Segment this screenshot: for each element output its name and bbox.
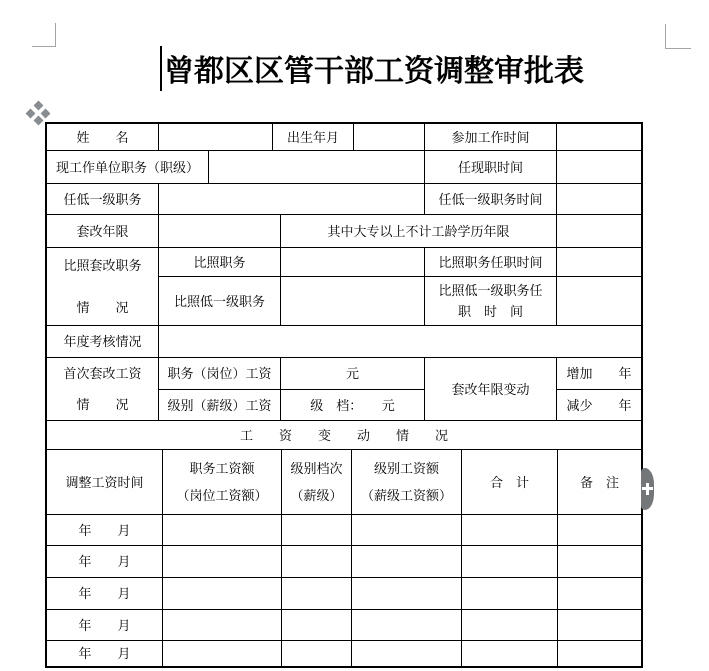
compare-post-time-value-cell[interactable] (557, 248, 641, 277)
data-row-post-wage-cell[interactable] (163, 641, 282, 666)
current-post-time-value-cell[interactable] (557, 151, 641, 184)
col-header-adjust-time: 调整工资时间 (47, 450, 163, 515)
unit-post-label-cell: 现工作单位职务（职级） (47, 151, 209, 184)
current-post-time-label-cell: 任现职时间 (425, 151, 557, 184)
lower-post-time-value-cell[interactable] (557, 184, 641, 215)
data-row-post-wage-cell[interactable] (163, 578, 282, 610)
data-row-grade-wage-cell[interactable] (352, 641, 462, 666)
compare-lower-value-cell[interactable] (281, 277, 425, 326)
compare-lower-time-label-cell: 比照低一级职务任 职 时 间 (425, 277, 557, 326)
page-corner-mark-top-right (665, 24, 691, 49)
edu-years-label-cell: 其中大专以上不计工龄学历年限 (281, 215, 557, 248)
reform-change-label-cell: 套改年限变动 (425, 358, 557, 421)
compare-post-value-cell[interactable] (281, 248, 425, 277)
compare-lower-label-cell: 比照低一级职务 (159, 277, 281, 326)
join-time-value-cell[interactable] (557, 124, 641, 151)
move-arrow-right-icon (41, 109, 51, 119)
data-row-note-cell[interactable] (558, 546, 641, 578)
compare-post-label-cell: 比照职务 (159, 248, 281, 277)
data-row-date-cell[interactable]: 年 月 (47, 515, 163, 546)
annual-review-label-cell: 年度考核情况 (47, 326, 159, 358)
data-row-grade-level-cell[interactable] (282, 578, 352, 610)
data-row-total-cell[interactable] (462, 641, 558, 666)
compare-lower-time-value-cell[interactable] (557, 277, 641, 326)
data-row-grade-level-cell[interactable] (282, 641, 352, 666)
data-row-note-cell[interactable] (558, 610, 641, 641)
compare-post-time-label-cell: 比照职务任职时间 (425, 248, 557, 277)
data-row-note-cell[interactable] (558, 641, 641, 666)
first-reform-label-cell: 首次套改工资 情 况 (47, 358, 159, 421)
data-row-note-cell[interactable] (558, 515, 641, 546)
plus-icon (642, 487, 653, 490)
annual-review-value-cell[interactable] (159, 326, 641, 358)
move-arrow-left-icon (26, 109, 36, 119)
data-row-grade-wage-cell[interactable] (352, 578, 462, 610)
data-row-total-cell[interactable] (462, 546, 558, 578)
data-row-grade-level-cell[interactable] (282, 546, 352, 578)
data-row-total-cell[interactable] (462, 578, 558, 610)
data-row-grade-wage-cell[interactable] (352, 546, 462, 578)
data-row-date-cell[interactable]: 年 月 (47, 641, 163, 666)
data-row-grade-level-cell[interactable] (282, 515, 352, 546)
data-row-post-wage-cell[interactable] (163, 515, 282, 546)
col-header-grade-level: 级别档次 （薪级） (282, 450, 352, 515)
reform-years-label-cell: 套改年限 (47, 215, 159, 248)
data-row-note-cell[interactable] (558, 578, 641, 610)
data-row-grade-level-cell[interactable] (282, 610, 352, 641)
lower-post-label-cell: 任低一级职务 (47, 184, 159, 215)
post-wage-value-cell[interactable]: 元 (281, 358, 425, 390)
data-row-total-cell[interactable] (462, 610, 558, 641)
col-header-grade-wage: 级别工资额 （薪级工资额） (352, 450, 462, 515)
grade-wage-value-cell[interactable]: 级 档： 元 (281, 390, 425, 421)
birth-label-cell: 出生年月 (273, 124, 354, 151)
name-value-cell[interactable] (159, 124, 273, 151)
data-row-grade-wage-cell[interactable] (352, 610, 462, 641)
data-row-date-cell[interactable]: 年 月 (47, 578, 163, 610)
compare-group-label-cell: 比照套改职务 情 况 (47, 248, 159, 326)
data-row-total-cell[interactable] (462, 515, 558, 546)
data-row-grade-wage-cell[interactable] (352, 515, 462, 546)
unit-post-value-cell[interactable] (209, 151, 425, 184)
move-arrow-up-icon (34, 101, 44, 111)
grade-wage-label-cell: 级别（薪级）工资 (159, 390, 281, 421)
increase-years-cell[interactable]: 增加 年 (557, 358, 641, 390)
birth-value-cell[interactable] (354, 124, 425, 151)
data-row-post-wage-cell[interactable] (163, 610, 282, 641)
data-row-post-wage-cell[interactable] (163, 546, 282, 578)
title-row (160, 44, 584, 92)
lower-post-value-cell[interactable] (159, 184, 425, 215)
wage-change-section-title-cell: 工 资 变 动 情 况 (47, 421, 641, 450)
page-title: 曾都区区管干部工资调整审批表 (164, 55, 584, 88)
approval-form-table (45, 122, 643, 668)
text-cursor (160, 46, 162, 91)
col-header-note: 备 注 (558, 450, 641, 515)
col-header-total: 合 计 (462, 450, 558, 515)
join-time-label-cell: 参加工作时间 (425, 124, 557, 151)
name-label-cell: 姓 名 (47, 124, 159, 151)
data-row-date-cell[interactable]: 年 月 (47, 546, 163, 578)
col-header-post-wage: 职务工资额 （岗位工资额） (163, 450, 282, 515)
reform-years-value-cell[interactable] (159, 215, 281, 248)
data-row-date-cell[interactable]: 年 月 (47, 610, 163, 641)
post-wage-label-cell: 职务（岗位）工资 (159, 358, 281, 390)
table-insert-handle[interactable] (641, 468, 654, 510)
decrease-years-cell[interactable]: 减少 年 (557, 390, 641, 421)
move-arrow-down-icon (34, 116, 44, 126)
edu-years-value-cell[interactable] (557, 215, 641, 248)
lower-post-time-label-cell: 任低一级职务时间 (425, 184, 557, 215)
page-corner-mark-top-left (32, 23, 56, 47)
